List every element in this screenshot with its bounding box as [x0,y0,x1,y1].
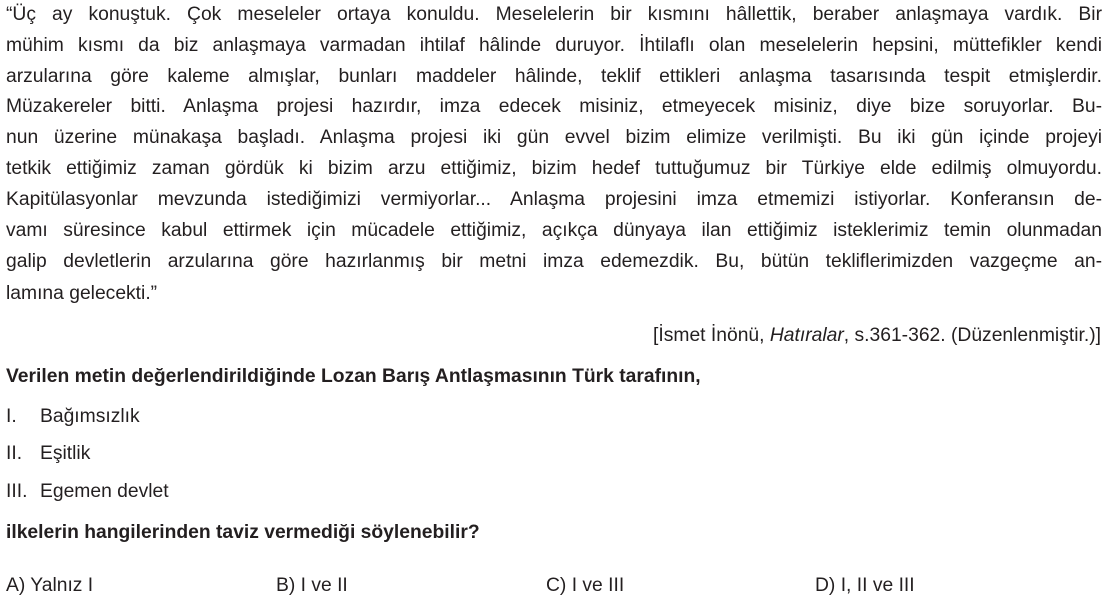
list-item [6,480,169,504]
passage-line: arzularına göre kaleme almışlar, bunları maddeler hâlinde, teklif ettikleri anlaşma tasarısında tespit etmişlerdir. [6,66,1102,87]
passage-line: nun üzerine münakaşa başladı. Anlaşma projesi iki gün evvel bizim elimize verilmişti. Bu iki gün içinde projeyi [6,127,1102,148]
passage-line: “Üç ay konuştuk. Çok meseleler ortaya konuldu. Meselelerin bir kısmını hâllettik, beraber anlaşmaya vardık. Bir [6,4,1102,25]
item-number: I. [6,406,17,427]
passage-line: vamı süresince kabul ettirmek için mücadele ettiğimiz, açıkça dünyaya ilan ettiğimiz isteklerimiz temin olunmadan [6,220,1102,241]
citation-suffix: , s.361-362. (Düzenlenmiştir.)] [843,325,1101,346]
passage-line: Müzakereler bitti. Anlaşma projesi hazırdır, imza edecek misiniz, etmeyecek misiniz, diye bize soruyorlar. Bu- [6,96,1102,117]
answer-option-b[interactable]: B) I ve II [276,575,348,596]
passage-line: Kapitülasyonlar mevzunda istediğimizi vermiyorlar... Anlaşma projesini imza etmemizi istiyorlar. Konferansın de- [6,189,1102,210]
passage-line: tetkik ettiğimiz zaman gördük ki bizim arzu ettiğimiz, bizim hedef tuttuğumuz bir Türkiye elde edilmiş olmuyordu. [6,158,1102,179]
list-item [6,442,90,466]
citation-prefix: [İsmet İnönü, [653,325,770,346]
passage-line: lamına gelecekti.” [6,283,158,304]
item-number: III. [6,481,28,502]
list-item [6,405,140,429]
item-text: Eşitlik [40,443,91,464]
passage-line: mühim kısmı da biz anlaşmaya varmadan ihtilaf hâlinde duruyor. İhtilaflı olan meselelerin hepsini, müttefikler kendi [6,35,1102,56]
item-text: Egemen devlet [40,481,169,502]
question-stem: Verilen metin değerlendirildiğinde Lozan Barış Antlaşmasının Türk tarafının, [6,366,701,387]
item-text: Bağımsızlık [40,406,140,427]
citation [653,324,1101,348]
citation-title: Hatıralar [769,325,844,346]
answer-option-a[interactable]: A) Yalnız I [6,575,94,596]
answer-option-c[interactable]: C) I ve III [546,575,625,596]
answer-option-d[interactable]: D) I, II ve III [815,575,915,596]
passage-line: galip devletlerin arzularına göre hazırlanmış bir metni imza edemezdik. Bu, bütün tekliflerimizden vazgeçme an- [6,251,1102,272]
question-prompt: ilkelerin hangilerinden taviz vermediği söylenebilir? [6,522,480,543]
item-number: II. [6,443,23,464]
